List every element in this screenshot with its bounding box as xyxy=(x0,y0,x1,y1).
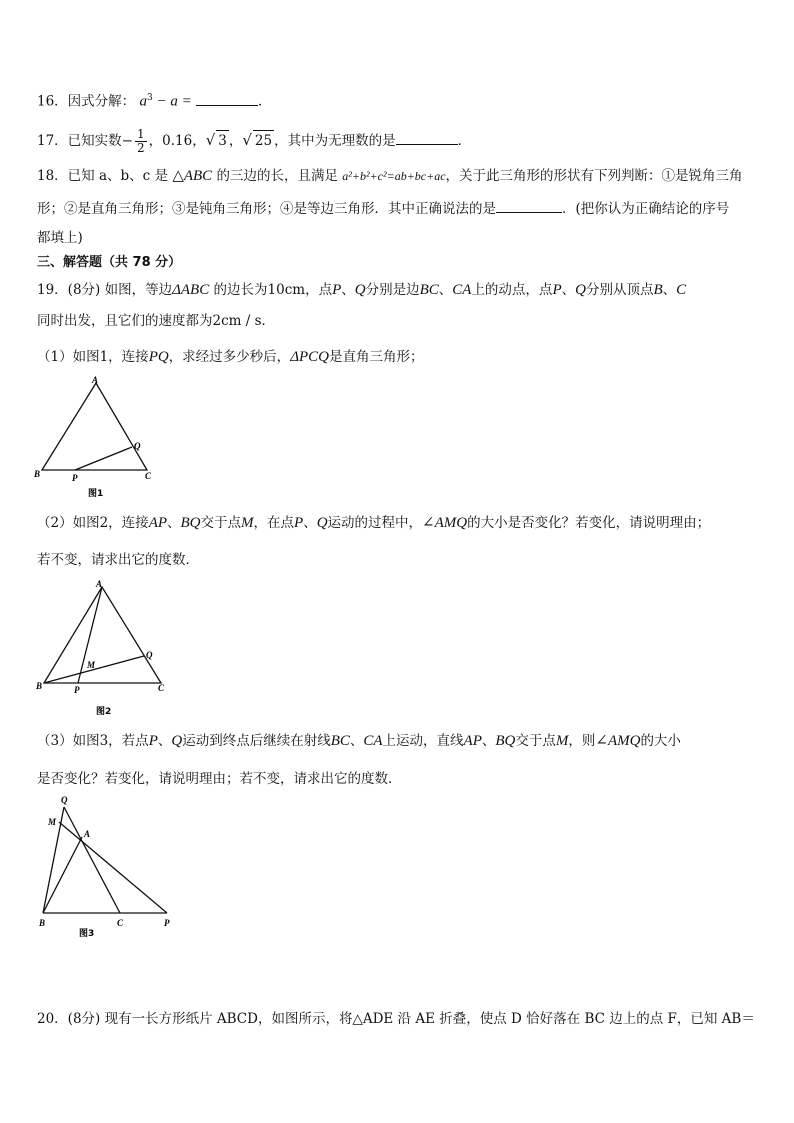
q19-part1-text: 是直角三角形； xyxy=(329,349,424,365)
q19-sep: 、 xyxy=(167,515,181,531)
label-p: P xyxy=(72,473,78,483)
q18-mid: 的三边的长，且满足 xyxy=(212,168,343,184)
q19-var: CA xyxy=(452,282,472,298)
question-19-part1 xyxy=(37,347,424,367)
q19-part2-text: 交于点 xyxy=(200,515,242,531)
q17-sqrt2: 25 xyxy=(253,130,274,151)
q18-line2-suffix: ．(把你认为正确结论的序号 xyxy=(562,201,730,217)
label-c: C xyxy=(145,471,152,481)
q16-expr-rest: − a = xyxy=(152,93,192,110)
q19-var: P xyxy=(332,282,342,298)
q18-triangle: △ABC xyxy=(172,168,213,184)
question-19-part3-line2 xyxy=(37,769,402,789)
ray-cq xyxy=(64,807,120,913)
triangle-abc xyxy=(42,383,147,470)
question-19-part2-line1 xyxy=(37,513,710,533)
q19-part1-text: （1）如图1，连接 xyxy=(37,349,149,365)
q17-fraction xyxy=(135,128,147,155)
label-m: M xyxy=(48,817,57,827)
q17-prefix: 17．已知实数− xyxy=(37,133,133,149)
label-c: C xyxy=(158,683,165,693)
question-19-part3-line1 xyxy=(37,731,681,751)
question-17 xyxy=(37,128,471,155)
label-b: B xyxy=(36,681,43,691)
q19-var: P xyxy=(148,733,158,749)
q19-part3-text: 交于点 xyxy=(515,733,556,749)
q18-line2: 形；②是直角三角形；③是钝角三角形；④是等边三角形．其中正确说法的是 xyxy=(37,201,496,217)
label-b: B xyxy=(39,918,46,928)
question-19-part2-line2 xyxy=(37,550,199,570)
q19-part2-text: 运动的过程中， xyxy=(327,515,423,531)
q19-part2-text: 的大小是否变化？若变化，请说明理由； xyxy=(467,515,711,531)
q16-answer-blank[interactable] xyxy=(196,91,258,106)
sqrt-icon: √ xyxy=(205,131,216,149)
question-19-line1 xyxy=(37,280,686,300)
q19-text: 分别从顶点 xyxy=(585,282,654,298)
label-c: C xyxy=(117,918,124,928)
q19-part3-text: （3）如图3，若点 xyxy=(37,733,149,749)
figure-1-caption: 图1 xyxy=(88,489,104,499)
q19-sep: 、 xyxy=(481,733,496,749)
figure-2-caption: 图2 xyxy=(96,707,112,717)
q18-line3: 都填上) xyxy=(37,230,83,246)
question-19-line2 xyxy=(37,311,275,331)
q17-sep2: ， xyxy=(228,133,243,149)
q19-var: M xyxy=(555,733,569,749)
figure-2 xyxy=(30,575,180,720)
q16-prefix: 16．因式分解： xyxy=(37,93,136,110)
label-m: M xyxy=(87,660,96,670)
q17-end: ． xyxy=(457,133,472,149)
q18-answer-blank[interactable] xyxy=(496,198,562,213)
q19-part1-text: ，求经过多少秒后， xyxy=(168,349,291,365)
segment-pq xyxy=(75,447,132,470)
q19-sep: 、 xyxy=(341,282,355,298)
q19-text: 上的动点，点 xyxy=(471,282,553,298)
q19-part3-text: 的大小 xyxy=(640,733,681,749)
q17-sep1: ，0.16， xyxy=(148,133,206,149)
figure-3-caption: 图3 xyxy=(79,929,95,939)
question-18-line1 xyxy=(37,166,743,186)
q19-text: ，点 xyxy=(305,282,333,298)
q19-var: AP xyxy=(463,733,482,749)
label-b: B xyxy=(34,469,41,479)
q19-text: 分别是边 xyxy=(365,282,420,298)
q19-var: P xyxy=(552,282,562,298)
q19-triangle: ΔABC xyxy=(172,282,210,298)
q19-angle: ∠AMQ xyxy=(422,515,468,531)
q19-angle: ∠AMQ xyxy=(595,733,641,749)
q19-var: PQ xyxy=(148,349,169,365)
question-18-line3 xyxy=(37,228,83,248)
q19-var: Q xyxy=(575,282,586,298)
q19-var: C xyxy=(676,282,687,298)
q17-sqrt1: 3 xyxy=(216,130,229,151)
sqrt-icon: √ xyxy=(242,131,252,149)
q19-sep: 、 xyxy=(349,733,364,749)
q19-side: 10cm xyxy=(267,282,306,298)
question-16 xyxy=(37,88,272,112)
q19-text: 的边长为 xyxy=(209,282,268,298)
q19-part2-text: 若不变，请求出它的度数． xyxy=(37,552,199,568)
q16-suffix: ． xyxy=(258,93,272,110)
figure-1 xyxy=(30,375,170,500)
q19-var: Q xyxy=(171,733,183,749)
q18-condition: a²+b²+c²=ab+bc+ac xyxy=(342,169,446,183)
q19-part3-text: 上运动，直线 xyxy=(382,733,464,749)
q19-sep: 、 xyxy=(303,515,317,531)
q19-text: 同时出发，且它们的速度都为 xyxy=(37,313,213,329)
label-q: Q xyxy=(61,795,68,805)
q18-prefix: 18．已知 a、b、c 是 xyxy=(37,168,173,184)
section-title: 三、解答题（共 78 分） xyxy=(37,255,182,270)
question-18-line2 xyxy=(37,198,729,219)
q17-answer-blank[interactable] xyxy=(396,130,458,145)
q20-text: 20．(8分) 现有一长方形纸片 ABCD，如图所示，将△ADE 沿 AE 折叠，使点 D 恰好落在 BC 边上的点 F，已知 AB＝ xyxy=(37,1011,755,1027)
segment-ba xyxy=(43,837,82,913)
figure-3 xyxy=(30,792,190,942)
q19-var: Q xyxy=(316,515,328,531)
label-p: P xyxy=(74,685,80,695)
q17-frac-num: 1 xyxy=(137,127,145,141)
q19-var: ΔPCQ xyxy=(290,349,329,365)
q19-sep: 、 xyxy=(662,282,677,298)
label-a: A xyxy=(92,375,99,385)
q19-part2-text: ，在点 xyxy=(253,515,295,531)
q19-var: BC xyxy=(419,282,439,298)
q19-var: BC xyxy=(330,733,350,749)
q19-var: CA xyxy=(363,733,383,749)
q16-exponent: 3 xyxy=(146,93,153,103)
label-q: Q xyxy=(134,441,141,451)
q19-part2-text: （2）如图2，连接 xyxy=(37,515,149,531)
q16-var-a: a xyxy=(139,93,147,110)
q19-var: BQ xyxy=(495,733,516,749)
q18-line1-suffix: ，关于此三角形的形状有下列判断：①是锐角三角 xyxy=(445,168,743,184)
q19-var: P xyxy=(294,515,304,531)
q17-frac-den: 2 xyxy=(137,141,145,155)
label-p: P xyxy=(164,918,170,928)
label-a: A xyxy=(84,829,91,839)
q19-part3-text: 运动到终点后继续在射线 xyxy=(182,733,331,749)
q19-var: B xyxy=(653,282,663,298)
q19-var: Q xyxy=(354,282,366,298)
q19-part3-text: ，则 xyxy=(568,733,596,749)
q19-var: BQ xyxy=(180,515,201,531)
triangle-abc xyxy=(44,587,161,683)
q19-part3-text: 是否变化？若变化，请说明理由；若不变，请求出它的度数． xyxy=(37,771,402,787)
question-20 xyxy=(37,1009,755,1029)
q19-text: ． xyxy=(261,313,276,329)
q19-var: M xyxy=(241,515,254,531)
label-a: A xyxy=(96,579,103,589)
q19-sep: 、 xyxy=(438,282,453,298)
q19-speed: 2cm / s xyxy=(212,313,262,329)
q19-prefix: 19．(8分) 如图，等边 xyxy=(37,282,173,298)
label-q: Q xyxy=(146,650,153,660)
q19-sep: 、 xyxy=(157,733,172,749)
q17-suffix: ，其中为无理数的是 xyxy=(274,133,396,149)
q19-var: AP xyxy=(148,515,168,531)
q19-sep: 、 xyxy=(561,282,576,298)
